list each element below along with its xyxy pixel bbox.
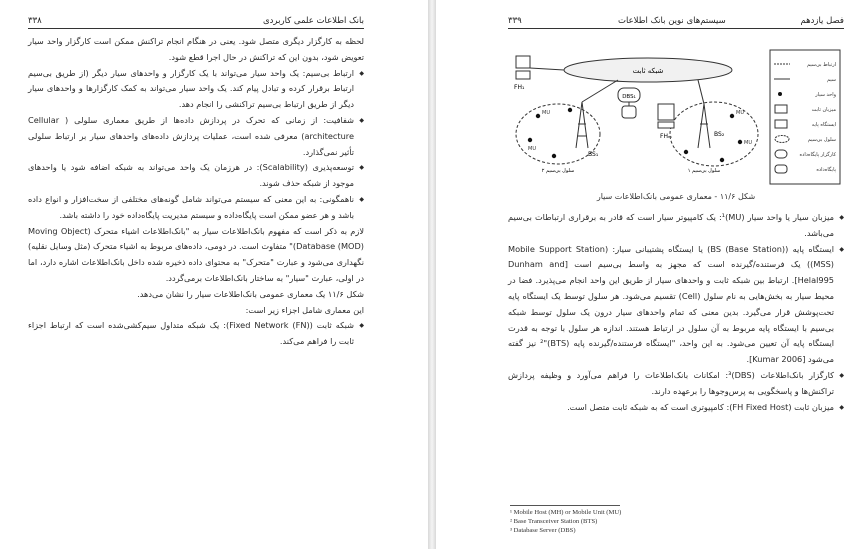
footnote-0: ¹ Mobile Host (MH) or Mobile Unit (MU) — [510, 509, 622, 516]
right-page — [436, 0, 864, 549]
left-paragraph-8: ◆ شبکه ثابت (Fixed Network (FN)): یک شبکه متداول سیم‌کشی‌شده است که ارتباط اجزاء ثابت را فراهم می‌کند. — [28, 318, 364, 350]
right-paragraph-0: ◆ میزبان سیار یا واحد سیار (MU)¹: یک کامپیوتر سیار است که قادر به برقراری ارتباطات بی‌سیم می‌باشد. — [508, 210, 844, 242]
legend-label-5: سلول بی‌سیم — [807, 137, 836, 143]
svg-text:MU: MU — [736, 110, 744, 116]
legend-label-7: پایگاه‌داده — [816, 167, 836, 173]
network-label: شبکه ثابت — [632, 67, 664, 75]
right-paragraph-3: ◆ میزبان ثابت (FH Fixed Host): کامپیوتری است که به شبکه ثابت متصل است. — [508, 400, 844, 416]
footnote-rule — [510, 505, 620, 506]
left-running-title: بانک اطلاعات علمی کاربردی — [262, 16, 364, 26]
legend-label-4: ایستگاه پایه — [811, 122, 836, 128]
fhm-label: FHₘ — [660, 133, 672, 140]
right-body-text — [508, 210, 844, 415]
chapter-label: فصل یازدهم — [800, 16, 844, 26]
legend-label-0: ارتباط بی‌سیم — [806, 62, 836, 68]
book-spine — [428, 0, 436, 549]
left-running-head — [28, 14, 364, 29]
figure-caption: شکل ۱۱/۶ - معماری عمومی بانک‌اطلاعات سیار — [596, 192, 756, 201]
svg-text:MU: MU — [744, 140, 752, 146]
left-paragraph-2: ◆ شفافیت: از زمانی که تحرک در پردازش داده‌ها از طریق معماری سلولی ( Cellular architecture) معرفی شده است، عملیات پردازش داده‌های واحدهای سیار بر ارتباط سلولی تأثیر نمی‌گذارد. — [28, 113, 364, 160]
dbs-label: DBS₁ — [622, 94, 636, 100]
cell-2-label: سلول بی‌سیم ۲ — [541, 168, 575, 174]
left-paragraph-1: ◆ ارتباط بی‌سیم: یک واحد سیار می‌تواند با یک کارگزار و واحدهای سیار دیگر (از طریق بی‌سیم ارتباط برقرار کرده و تبادل پیام کند. یک واحد سیار می‌تواند به کمک کارگزارها و واحدهای سیار دیگر از طریق ارتباط بی‌سیم تراکنشی را انجام دهد. — [28, 66, 364, 113]
left-paragraph-5: لازم به ذکر است که مفهوم بانک‌اطلاعات سیار به "بانک‌اطلاعات اشیاء متحرک (Moving Object Database (MOD))" متفاوت است. در دومی، داده‌های مربوط به اشیاء متحرک (مثل وسایل نقلیه) نگهداری می‌شود و عبارت "متحرک" به محتوای داده ذخیره شده داخل بانک‌اطلاعات اشاره دارد، اما در اولی، عبارت "سیار" به ساختار بانک‌اطلاعات برمی‌گردد. — [28, 225, 364, 283]
legend-dot-icon — [778, 92, 782, 96]
fixed-host-1-icon — [516, 56, 530, 68]
legend-tower-icon — [775, 120, 787, 128]
left-paragraph-6: شکل ۱۱/۶ یک معماری عمومی بانک‌اطلاعات سیار را نشان می‌دهد. — [137, 288, 364, 299]
right-page-number: ۳۳۹ — [508, 16, 522, 26]
legend-cylinder-icon — [775, 165, 787, 173]
footnotes — [510, 508, 690, 535]
bs2-label: BS₂ — [714, 131, 725, 138]
svg-text:MU: MU — [542, 110, 550, 116]
fixed-host-m-icon — [658, 104, 674, 120]
left-body-text — [28, 34, 364, 350]
legend-label-3: میزبان ثابت — [811, 107, 836, 113]
mobile-db-architecture-figure — [508, 44, 844, 188]
legend-computer-icon — [775, 105, 787, 113]
footnote-1: ² Base Transceiver Station (BTS) — [510, 518, 598, 525]
database-cylinder-icon — [622, 106, 636, 118]
left-page — [0, 0, 428, 549]
fh1-label: FH₁ — [514, 84, 525, 91]
footnote-2: ³ Database Server (DBS) — [510, 527, 576, 534]
legend-label-1: سیم — [826, 77, 836, 83]
right-paragraph-2: ◆ کارگزار بانک‌اطلاعات (DBS)³: امکانات بانک‌اطلاعات را فراهم می‌آورد و وظیفه پردازش تراکنش‌ها و پاسخگویی به پرس‌وجوها را برعهده دارند. — [508, 368, 844, 400]
left-paragraph-7: این معماری شامل اجزاء زیر است: — [245, 304, 364, 315]
right-paragraph-1: ◆ ایستگاه پایه (BS (Base Station)) یا ایستگاه پشتیبانی سیار: (Mobile Support Station (MSS)) یک فرستنده/گیرنده است که مجهز به واسط بی‌سیم است [Dunham and Helal995]. ارتباط بین شبکه ثابت و واحدهای سیار از طریق این واحد انجام می‌پذیرد. فضا در محیط سیار به بخش‌هایی به نام سلول (Cell) تقسیم می‌شود. هر سلول توسط یک ایستگاه پایه تحت‌پوشش قرار می‌گیرد. بدین معنی که تمام واحدهای سیار درون یک سلول توسط شبکه بی‌سیم با ایستگاه پایه مربوط به آن سلول در ارتباط هستند. اندازه هر سلول با توجه به قدرت ایستگاه پایه آن تعیین می‌شود. به این واحد، "ایستگاه فرستنده/گیرنده پایه (BTS)"² نیز گفته می‌شود [Kumar 2006]. — [508, 242, 844, 368]
legend-label-2: واحد سیار — [815, 92, 836, 98]
legend-dbs-box-icon — [775, 150, 787, 158]
right-running-head — [508, 14, 844, 29]
cell-1-label: سلول بی‌سیم ۱ — [687, 168, 721, 174]
left-paragraph-0: لحظه به کارگزار دیگری متصل شود. یعنی در هنگام انجام تراکنش ممکن است کارگزار واحد سیار تعویض شود، بدون این که تراکنش در حال اجرا قطع شود. — [28, 36, 364, 62]
svg-text:MU: MU — [528, 146, 536, 152]
left-paragraph-3: ◆ توسعه‌پذیری (Scalability): در هرزمان یک واحد می‌تواند به شبکه اضافه شود یا واحدهای موجود از شبکه حذف شوند. — [28, 160, 364, 192]
base-station-2-icon — [698, 104, 710, 148]
bs1-label: BS₁ — [588, 151, 599, 158]
legend-label-6: کارگزار پایگاه‌داده — [799, 152, 836, 158]
right-running-title: سیستم‌های نوین بانک اطلاعات — [618, 16, 726, 26]
figure-legend — [770, 50, 840, 184]
left-page-number: ۳۳۸ — [28, 16, 42, 26]
left-paragraph-4: ◆ ناهمگونی: به این معنی که سیستم می‌تواند شامل گونه‌های مختلفی از سخت‌افزار و انواع داده باشد و هر عضو ممکن است پایگاه‌داده و سیستم مدیریت پایگاه‌داده خود را داشته باشد. — [28, 192, 364, 224]
